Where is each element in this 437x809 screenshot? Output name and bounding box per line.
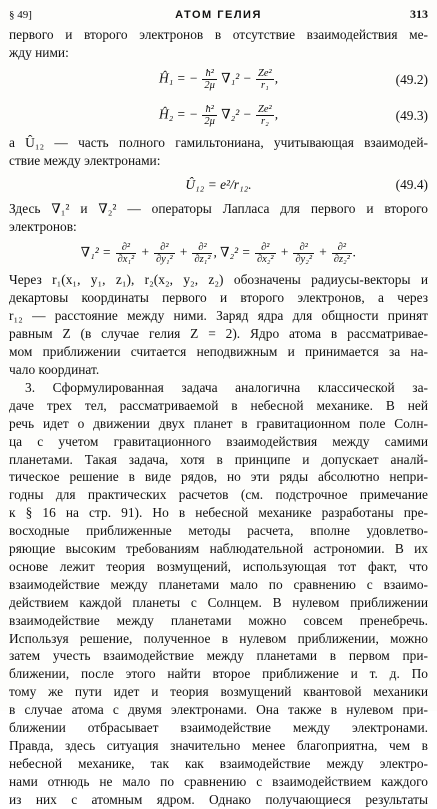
equation-body: Ĥ₂ = − $\frac{\text{ħ²}}{2\mu}$ ∇₂² − $\frac{\text{Ze²}}{\text{r₂}}$ , (158, 104, 279, 128)
fraction: $\frac{\text{∂²}}{\text{∂y₁²}}$ (155, 241, 173, 265)
text-line: взаимодействие между планетами мало по сравнению с взаимо- (9, 576, 428, 592)
equation-49-2 (9, 62, 428, 98)
fraction: $\frac{\text{Ze²}}{\text{r₂}}$ (258, 104, 272, 128)
three-body-paragraph (9, 379, 428, 809)
text-line: взаимодействие между планетами можно совсем пренебречь. (9, 612, 428, 628)
coordinates-paragraph (9, 271, 428, 378)
text-line: ряющие высоким требованиям наблюдательной астрономии. В их (9, 541, 428, 557)
text-line: даче трех тел, рассматриваемой в небесной механике. В ней (9, 397, 428, 413)
text-line: планетами. Такая задача, хотя в принципе и допускает аналй- (9, 451, 428, 467)
fraction: $\frac{\text{Ze²}}{\text{r₁}}$ (258, 68, 272, 92)
text-line: тическое решение в виде рядов, но эти ряды абсолютно непри- (9, 469, 428, 485)
equation-number: (49.2) (395, 71, 428, 87)
text-line: к § 16 на стр. 91). Но в небесной механике разработаны пре- (9, 505, 428, 521)
text-line: ближении отбрасывает взаимодействие между электронами. (9, 720, 428, 736)
text-line: Через r₁(x₁, y₁, z₁), r₂(x₂, y₂, z₂) обозначены радиусы-векторы и (9, 272, 428, 288)
fraction: $\frac{\text{ħ²}}{2\mu}$ (204, 104, 215, 128)
text-line: основе лежит теория возмущений, использующая тот факт, что (9, 558, 428, 574)
equation-body: ∇₁² = $\frac{\text{∂²}}{\text{∂x₁²}}$ + $\frac{\text{∂²}}{\text{∂y₁²}}$ + $\frac{\text{∂²}}{\text{∂z₁²}}$ , ∇₂² = $\frac{\text{∂²}}{\text{∂x₂²}}$ + $\frac{\text{∂²}}{\text{∂y₂²}}$ + $\frac{\text{∂²}}{\text{∂z₂²}}$ . (80, 241, 357, 265)
text-line: ближении, после этого найти второе приближение и т. д. По (9, 666, 428, 682)
text-line: действием каждой планеты с Солнцем. В нулевом приближении (9, 594, 428, 610)
equation-49-4 (9, 170, 428, 200)
interaction-paragraph (9, 134, 428, 170)
text-line: первого и второго электронов в отсутствие взаимодействия ме- (9, 27, 428, 42)
text-line: затем учесть взаимодействие между планетами в первом при- (9, 648, 428, 664)
text-line: ца с учетом гравитационного взаимодействия между самими (9, 433, 428, 449)
text-line: равным Z (в случае гелия Z = 2). Ядро атома в рассматривае- (9, 326, 428, 342)
fraction: $\frac{\text{∂²}}{\text{∂z₂²}}$ (333, 241, 350, 265)
fraction: $\frac{\text{∂²}}{\text{∂x₂²}}$ (256, 241, 274, 265)
text-line: мом приближении считается неподвижным и принимается за на- (9, 344, 428, 360)
equation-number: (49.3) (395, 107, 428, 123)
chapter-title: АТОМ ГЕЛИЯ (175, 9, 262, 21)
equation-body: Ĥ₁ = − $\frac{\text{ħ²}}{2\mu}$ ∇₁² − $\frac{\text{Ze²}}{\text{r₁}}$ , (158, 68, 279, 92)
text-line: тому же пути идет и теория возмущений квантовой механики (9, 684, 428, 700)
text-line: чало координат. (9, 361, 100, 377)
text-line: жду ними: (9, 44, 69, 60)
text-line: декартовы координаты первого и второго электронов, а через (9, 290, 428, 306)
text-line: речь идет о движении двух планет в гравитационном поле Солн- (9, 415, 428, 431)
text-line: нами отнюдь не мало по сравнению с взаимодействием каждого (9, 773, 428, 789)
intro-paragraph (9, 26, 428, 62)
text-line: 3. Сформулированная задача аналогична классической за- (25, 379, 428, 395)
text-line: восходные приближенные методы расчета, вполне удовлетво- (9, 523, 428, 539)
fraction: $\frac{\text{∂²}}{\text{∂y₂²}}$ (295, 241, 313, 265)
text-line: годны для практических расчетов (см. подстрочное примечание (9, 487, 428, 503)
text-line: Здесь ∇₁² и ∇₂² — операторы Лапласа для первого и второго (9, 200, 428, 216)
text-line: r₁₂ — расстояние между ними. Заряд ядра для общности принят (9, 308, 428, 324)
fraction: $\frac{\text{∂²}}{\text{∂z₁²}}$ (194, 241, 211, 265)
section-marker: § 49] (9, 9, 32, 21)
equation-number: (49.4) (395, 176, 428, 192)
laplace-paragraph (9, 200, 428, 236)
equation-laplacians (9, 235, 428, 271)
text-line: из них с атомным ядром. Однако получающиеся результаты (9, 791, 428, 807)
page-number: 313 (409, 7, 428, 21)
text-line: электронов: (9, 218, 77, 234)
equation-body: Û₁₂ = e²/r₁₂. (185, 176, 252, 192)
fraction: $\frac{\text{ħ²}}{2\mu}$ (204, 68, 215, 92)
fraction: $\frac{\text{∂²}}{\text{∂x₁²}}$ (117, 241, 135, 265)
text-line: Используя решение, полученное в нулевом приближении, можно (9, 630, 428, 646)
equation-49-3 (9, 98, 428, 134)
text-line: ствие между электронами: (9, 152, 161, 168)
text-line: в случае атома с двумя электронами. Она также в нулевом при- (9, 702, 428, 718)
text-line: а Û₁₂ — часть полного гамильтониана, учитывающая взаимодей- (9, 134, 428, 150)
text-line: Правда, здесь ситуация значительно менее благоприятна, чем в (9, 738, 428, 753)
text-line: небесной механике, так как взаимодействие между электро- (9, 755, 428, 771)
running-head (9, 6, 428, 26)
